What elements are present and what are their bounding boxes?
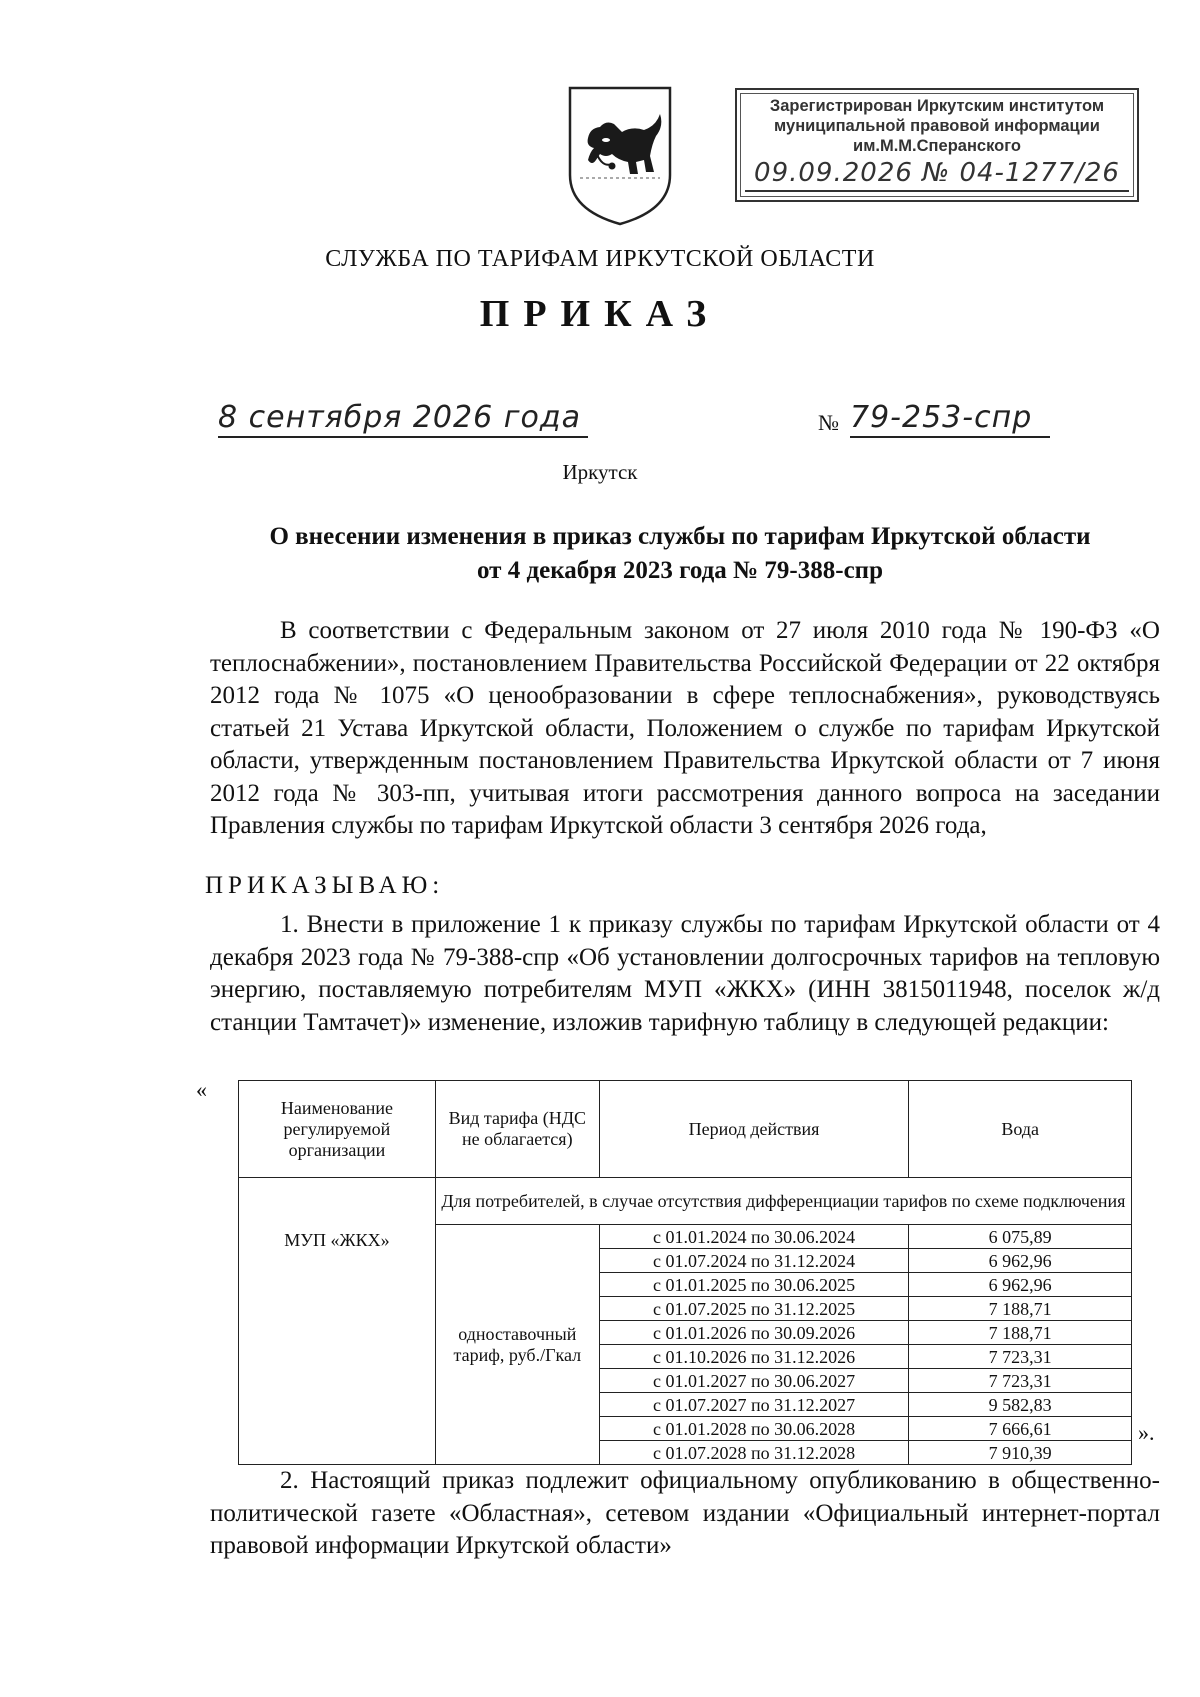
period-cell: с 01.07.2027 по 31.12.2027 [599, 1393, 909, 1417]
item-1-paragraph: 1. Внести в приложение 1 к приказу службы по тарифам Иркутской области от 4 декабря 2023 года № 79-388-спр «Об установлении долгосрочных тарифов на тепловую энергию, поставляемую потребителям МУП «ЖКХ» (ИНН 3815011948, поселок ж/д станции Тамтачет)» изменение, изложив тарифную таблицу в следующей редакции: [210, 911, 1160, 1036]
tariff-table [238, 1080, 1132, 1465]
value-cell: 7 910,39 [909, 1441, 1132, 1465]
table-subheader-row [239, 1178, 1132, 1225]
coat-of-arms-emblem [560, 80, 680, 230]
order-word: ПРИКАЗЫВАЮ: [205, 872, 445, 899]
period-cell: с 01.01.2024 по 30.06.2024 [599, 1225, 909, 1249]
value-cell: 7 188,71 [909, 1321, 1132, 1345]
table-close-quote: ». [1138, 1420, 1155, 1445]
number-label: № [818, 410, 839, 435]
subheader-cell: Для потребителей, в случае отсутствия дифференциации тарифов по схеме подключения [435, 1178, 1131, 1225]
period-cell: с 01.07.2025 по 31.12.2025 [599, 1297, 909, 1321]
agency-name: СЛУЖБА ПО ТАРИФАМ ИРКУТСКОЙ ОБЛАСТИ [325, 246, 875, 272]
document-title [210, 520, 1150, 588]
title-line-2: от 4 декабря 2023 года № 79-388-спр [477, 557, 883, 584]
period-cell: с 01.01.2026 по 30.09.2026 [599, 1321, 909, 1345]
header-type: Вид тарифа (НДС не облагается) [435, 1081, 599, 1178]
period-cell: с 01.01.2028 по 30.06.2028 [599, 1417, 909, 1441]
period-cell: с 01.01.2027 по 30.06.2027 [599, 1369, 909, 1393]
value-cell: 7 723,31 [909, 1345, 1132, 1369]
handwritten-order-number: 79-253-спр [850, 400, 1050, 438]
handwritten-date: 8 сентября 2026 года [218, 400, 588, 438]
value-cell: 6 962,96 [909, 1273, 1132, 1297]
item-2-paragraph: 2. Настоящий приказ подлежит официальному опубликованию в общественно-политической газете «Областная», сетевом издании «Официальный интернет-портал правовой информации Иркутской области» [210, 1467, 1160, 1559]
period-cell: с 01.01.2025 по 30.06.2025 [599, 1273, 909, 1297]
value-cell: 9 582,83 [909, 1393, 1132, 1417]
header-water: Вода [909, 1081, 1132, 1178]
stamp-registration-number: 09.09.2026 № 04-1277/26 [745, 156, 1129, 192]
org-name-cell: МУП «ЖКХ» [239, 1178, 436, 1465]
value-cell: 7 666,61 [909, 1417, 1132, 1441]
title-line-1: О внесении изменения в приказ службы по тарифам Иркутской области [269, 523, 1091, 550]
stamp-line-2: муниципальной правовой информации [774, 117, 1100, 135]
period-cell: с 01.10.2026 по 31.12.2026 [599, 1345, 909, 1369]
value-cell: 7 188,71 [909, 1297, 1132, 1321]
table-open-quote: « [196, 1077, 207, 1102]
value-cell: 6 075,89 [909, 1225, 1132, 1249]
header-period: Период действия [599, 1081, 909, 1178]
period-cell: с 01.07.2028 по 31.12.2028 [599, 1441, 909, 1465]
tariff-type-cell: одноставочный тариф, руб./Гкал [435, 1225, 599, 1465]
header-org: Наименование регулируемой организации [239, 1081, 436, 1178]
stamp-line-1: Зарегистрирован Иркутским институтом [769, 97, 1105, 115]
city-name: Иркутск [562, 460, 638, 484]
preamble-paragraph: В соответствии с Федеральным законом от 27 июля 2010 года № 190-ФЗ «О теплоснабжении», постановлением Правительства Российской Федерации от 22 октября 2012 года № 1075 «О ценообразовании в сфере теплоснабжения», руководствуясь статьей 21 Устава Иркутской области, Положением о службе по тарифам Иркутской области, утвержденным постановлением Правительства Иркутской области от 7 июня 2012 года № 303-пп, учитывая итоги рассмотрения данного вопроса на заседании Правления службы по тарифам Иркутской области 3 сентября 2026 года, [210, 617, 1160, 839]
value-cell: 7 723,31 [909, 1369, 1132, 1393]
period-cell: с 01.07.2024 по 31.12.2024 [599, 1249, 909, 1273]
stamp-line-3: им.М.М.Сперанского [853, 137, 1021, 155]
registration-stamp [735, 88, 1139, 202]
document-type: ПРИКАЗ [479, 293, 721, 335]
table-header-row [239, 1081, 1132, 1178]
value-cell: 6 962,96 [909, 1249, 1132, 1273]
